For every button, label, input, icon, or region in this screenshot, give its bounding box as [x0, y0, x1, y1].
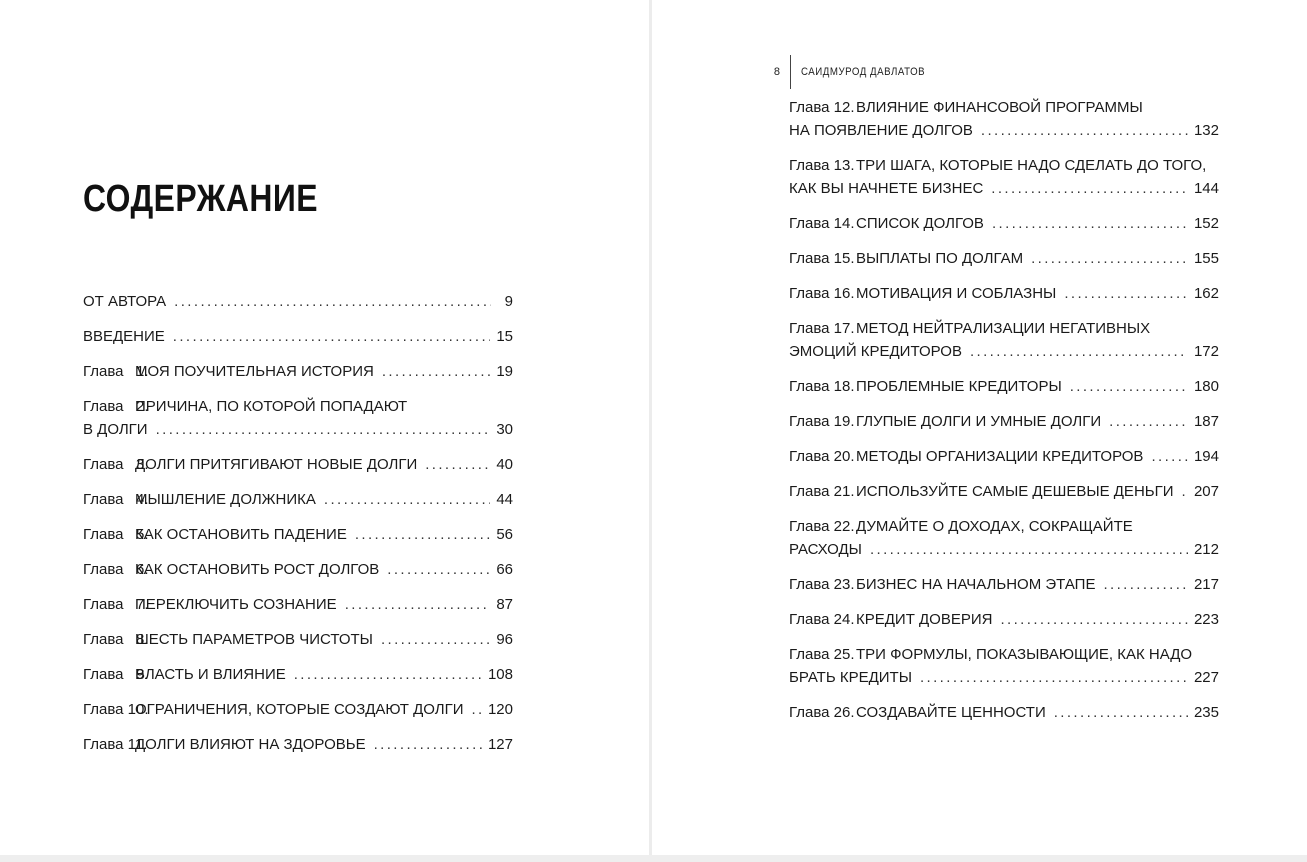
chapter-label: Глава 2. [83, 398, 149, 415]
entry-page: 44 [496, 491, 513, 508]
toc-list-left [83, 290, 513, 768]
running-head-divider [790, 55, 791, 89]
toc-list-right [789, 96, 1219, 736]
toc-entry[interactable] [789, 317, 1219, 375]
toc-entry[interactable] [83, 395, 513, 453]
chapter-label: Глава 1. [83, 363, 149, 380]
leader-dots [1031, 247, 1188, 270]
entry-page: 96 [496, 631, 513, 648]
entry-page: 187 [1193, 413, 1219, 430]
entry-title: ГЛУПЫЕ ДОЛГИ И УМНЫЕ ДОЛГИ [856, 413, 1102, 430]
toc-entry[interactable] [789, 643, 1219, 701]
entry-title-line2: БРАТЬ КРЕДИТЫ [789, 669, 912, 686]
entry-title-line2: ЭМОЦИЙ КРЕДИТОРОВ [789, 343, 962, 360]
running-head [770, 60, 942, 84]
chapter-label: Глава 14. [789, 215, 855, 232]
entry-page: 152 [1193, 215, 1219, 232]
entry-title: ШЕСТЬ ПАРАМЕТРОВ ЧИСТОТЫ [135, 631, 373, 648]
chapter-label: Глава 18. [789, 378, 855, 395]
leader-dots [992, 212, 1188, 235]
chapter-label: Глава 11. [83, 736, 148, 753]
entry-page: 223 [1193, 611, 1219, 628]
leader-dots [1103, 573, 1188, 596]
entry-title: ВЫПЛАТЫ ПО ДОЛГАМ [856, 250, 1024, 267]
entry-title-line1: ПРИЧИНА, ПО КОТОРОЙ ПОПАДАЮТ [135, 398, 408, 415]
leader-dots [294, 663, 482, 686]
entry-title-line1: ДУМАЙТЕ О ДОХОДАХ, СОКРАЩАЙТЕ [856, 518, 1133, 535]
leader-dots [324, 488, 490, 511]
leader-dots [387, 558, 490, 581]
toc-entry[interactable] [83, 325, 513, 360]
entry-title: МЕТОДЫ ОРГАНИЗАЦИИ КРЕДИТОРОВ [856, 448, 1144, 465]
entry-page: 66 [496, 561, 513, 578]
leader-dots [382, 360, 490, 383]
entry-title: ОГРАНИЧЕНИЯ, КОТОРЫЕ СОЗДАЮТ ДОЛГИ [135, 701, 464, 718]
toc-entry[interactable] [83, 698, 513, 733]
bottom-strip [0, 855, 1307, 862]
chapter-label: Глава 4. [83, 491, 149, 508]
leader-dots [374, 733, 482, 756]
leader-dots [1064, 282, 1188, 305]
toc-title: СОДЕРЖАНИЕ [83, 178, 318, 220]
entry-title: МЫШЛЕНИЕ ДОЛЖНИКА [135, 491, 316, 508]
toc-entry[interactable] [789, 375, 1219, 410]
entry-page: 87 [496, 596, 513, 613]
entry-title: ИСПОЛЬЗУЙТЕ САМЫЕ ДЕШЕВЫЕ ДЕНЬГИ [856, 483, 1174, 500]
entry-title: БИЗНЕС НА НАЧАЛЬНОМ ЭТАПЕ [856, 576, 1096, 593]
toc-entry[interactable] [83, 733, 513, 768]
entry-title-line1: МЕТОД НЕЙТРАЛИЗАЦИИ НЕГАТИВНЫХ [856, 320, 1151, 337]
entry-title: КАК ОСТАНОВИТЬ ПАДЕНИЕ [135, 526, 347, 543]
entry-title: СПИСОК ДОЛГОВ [856, 215, 984, 232]
toc-entry[interactable] [789, 96, 1219, 154]
entry-title: ПРОБЛЕМНЫЕ КРЕДИТОРЫ [856, 378, 1062, 395]
entry-title: КРЕДИТ ДОВЕРИЯ [856, 611, 993, 628]
entry-title: СОЗДАВАЙТЕ ЦЕННОСТИ [856, 704, 1046, 721]
entry-title: МОЯ ПОУЧИТЕЛЬНАЯ ИСТОРИЯ [135, 363, 374, 380]
leader-dots [920, 666, 1188, 689]
entry-page: 194 [1193, 448, 1219, 465]
toc-entry[interactable] [83, 290, 513, 325]
chapter-label: Глава 8. [83, 631, 149, 648]
toc-entry[interactable] [789, 573, 1219, 608]
leader-dots [425, 453, 490, 476]
toc-entry[interactable] [83, 360, 513, 395]
entry-title: ВВЕДЕНИЕ [83, 328, 165, 345]
entry-page: 9 [504, 293, 513, 310]
entry-title: ПЕРЕКЛЮЧИТЬ СОЗНАНИЕ [135, 596, 337, 613]
entry-page: 217 [1193, 576, 1219, 593]
entry-page: 40 [496, 456, 513, 473]
entry-page: 30 [496, 421, 513, 438]
toc-entry[interactable] [83, 628, 513, 663]
entry-title: КАК ОСТАНОВИТЬ РОСТ ДОЛГОВ [135, 561, 380, 578]
entry-page: 155 [1193, 250, 1219, 267]
toc-entry[interactable] [789, 445, 1219, 480]
entry-page: 162 [1193, 285, 1219, 302]
leader-dots [345, 593, 491, 616]
leader-dots [1182, 480, 1188, 503]
entry-page: 15 [496, 328, 513, 345]
chapter-label: Глава 17. [789, 320, 855, 337]
entry-page: 132 [1193, 122, 1219, 139]
chapter-label: Глава 12. [789, 99, 855, 116]
chapter-label: Глава 10. [83, 701, 149, 718]
chapter-label: Глава 13. [789, 157, 855, 174]
chapter-label: Глава 19. [789, 413, 855, 430]
leader-dots [1070, 375, 1188, 398]
entry-page: 212 [1193, 541, 1219, 558]
toc-entry[interactable] [789, 282, 1219, 317]
toc-entry[interactable] [83, 663, 513, 698]
entry-title-line2: НА ПОЯВЛЕНИЕ ДОЛГОВ [789, 122, 973, 139]
toc-entry[interactable] [789, 247, 1219, 282]
toc-entry[interactable] [83, 593, 513, 628]
chapter-label: Глава 23. [789, 576, 855, 593]
toc-entry[interactable] [789, 701, 1219, 736]
entry-title: ДОЛГИ ВЛИЯЮТ НА ЗДОРОВЬЕ [135, 736, 366, 753]
chapter-label: Глава 24. [789, 611, 855, 628]
entry-title: ВЛАСТЬ И ВЛИЯНИЕ [135, 666, 286, 683]
leader-dots [981, 119, 1188, 142]
chapter-label: Глава 5. [83, 526, 149, 543]
toc-entry[interactable] [789, 480, 1219, 515]
chapter-label: Глава 16. [789, 285, 855, 302]
leader-dots [173, 325, 491, 348]
chapter-label: Глава 21. [789, 483, 855, 500]
leader-dots [991, 177, 1188, 200]
entry-title: МОТИВАЦИЯ И СОБЛАЗНЫ [856, 285, 1057, 302]
entry-page: 144 [1193, 180, 1219, 197]
entry-page: 108 [487, 666, 513, 683]
entry-title-line1: ТРИ ШАГА, КОТОРЫЕ НАДО СДЕЛАТЬ ДО ТОГО, [856, 157, 1207, 174]
entry-page: 19 [496, 363, 513, 380]
entry-page: 180 [1193, 378, 1219, 395]
chapter-label: Глава 26. [789, 704, 855, 721]
entry-page: 235 [1193, 704, 1219, 721]
entry-title-line2: В ДОЛГИ [83, 421, 148, 438]
running-head-page-number: 8 [773, 66, 780, 78]
toc-entry[interactable] [789, 608, 1219, 643]
entry-page: 227 [1193, 669, 1219, 686]
entry-title: ОТ АВТОРА [83, 293, 167, 310]
toc-entry[interactable] [83, 523, 513, 558]
leader-dots [1000, 608, 1187, 631]
entry-page: 127 [487, 736, 513, 753]
chapter-label: Глава 25. [789, 646, 855, 663]
chapter-label: Глава 7. [83, 596, 149, 613]
toc-entry[interactable] [83, 558, 513, 593]
toc-entry[interactable] [789, 515, 1219, 573]
leader-dots [156, 418, 491, 441]
entry-title-line1: ВЛИЯНИЕ ФИНАНСОВОЙ ПРОГРАММЫ [856, 99, 1143, 116]
leader-dots [870, 538, 1188, 561]
entry-page: 56 [496, 526, 513, 543]
chapter-label: Глава 15. [789, 250, 855, 267]
entry-page: 172 [1193, 343, 1219, 360]
entry-title-line1: ТРИ ФОРМУЛЫ, ПОКАЗЫВАЮЩИЕ, КАК НАДО [856, 646, 1193, 663]
entry-title-line2: КАК ВЫ НАЧНЕТЕ БИЗНЕС [789, 180, 984, 197]
chapter-label: Глава 22. [789, 518, 855, 535]
leader-dots [1109, 410, 1188, 433]
entry-title: ДОЛГИ ПРИТЯГИВАЮТ НОВЫЕ ДОЛГИ [135, 456, 418, 473]
toc-entry[interactable] [789, 410, 1219, 445]
leader-dots [1151, 445, 1188, 468]
left-page [0, 0, 649, 855]
running-head-author: САИДМУРОД ДАВЛАТОВ [801, 66, 926, 78]
toc-entry[interactable] [789, 212, 1219, 247]
right-page [652, 0, 1307, 855]
leader-dots [381, 628, 490, 651]
chapter-label: Глава 6. [83, 561, 149, 578]
leader-dots [970, 340, 1188, 363]
entry-page: 120 [487, 701, 513, 718]
leader-dots [471, 698, 481, 721]
toc-entry[interactable] [83, 453, 513, 488]
toc-entry[interactable] [83, 488, 513, 523]
chapter-label: Глава 9. [83, 666, 149, 683]
leader-dots [174, 290, 491, 313]
leader-dots [1054, 701, 1188, 724]
toc-entry[interactable] [789, 154, 1219, 212]
entry-page: 207 [1193, 483, 1219, 500]
chapter-label: Глава 20. [789, 448, 855, 465]
chapter-label: Глава 3. [83, 456, 149, 473]
entry-title-line2: РАСХОДЫ [789, 541, 862, 558]
leader-dots [355, 523, 490, 546]
